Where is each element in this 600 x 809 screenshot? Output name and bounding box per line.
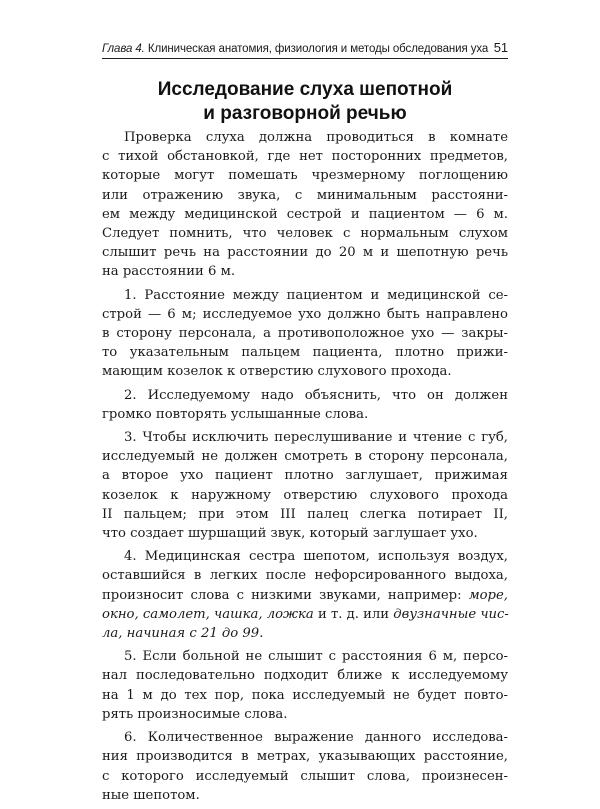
text-run: и т. д. или <box>313 606 394 622</box>
running-head <box>102 40 508 59</box>
text-line: 6. Количественное выражение данного исследова- <box>124 730 508 746</box>
paragraph-intro <box>102 128 508 282</box>
text-line: что создает шуршащий звук, который заглушает ухо. <box>102 526 478 542</box>
text-line: 3. Чтобы исключить переслушивание и чтение с губ, <box>124 430 508 446</box>
example-words: окно, самолет, чашка, ложка <box>102 606 314 622</box>
text-line: слышит речь на расстоянии до 20 м и шепотную речь <box>102 245 508 261</box>
chapter-label: Глава 4. <box>102 43 145 55</box>
example-numbers-range: ла, начиная с 21 до 99 <box>102 626 260 642</box>
text-line: мающим козелок к отверстию слухового прохода. <box>102 364 452 380</box>
text-line <box>102 605 508 624</box>
text-line: 4. Медицинская сестра шепотом, используя воздух, <box>124 549 508 565</box>
text-line: оставшийся в легких после нефорсированного выдоха, <box>102 568 508 584</box>
text-line: а второе ухо пациент плотно заглушает, прижимая <box>102 468 508 484</box>
text-line: 5. Если больной не слышит с расстояния 6 м, персо- <box>124 649 508 665</box>
paragraph-step-2 <box>102 386 508 424</box>
text-line: II пальцем; при этом III палец слегка потирает II, <box>102 506 508 522</box>
example-numbers: двузначные чис- <box>393 606 509 622</box>
paragraph-step-1 <box>102 286 508 382</box>
section-heading <box>102 78 508 126</box>
chapter-title <box>102 43 488 55</box>
text-line: Проверка слуха должна проводиться в комнате <box>124 130 508 145</box>
text-line: рять произносимые слова. <box>102 706 288 722</box>
text-line: в сторону персонала, а противоположное ухо — закры- <box>102 326 508 342</box>
example-word: море, <box>468 587 508 603</box>
paragraph-step-3 <box>102 428 508 543</box>
text-line <box>102 624 508 643</box>
text-line: или отражению звука, с минимальным расстояни- <box>102 187 508 203</box>
section-heading-line-1: Исследование слуха шепотной <box>157 79 453 100</box>
text-line: на 1 м до тех пор, пока исследуемый не будет повто- <box>102 687 508 703</box>
section-heading-line-2: и разговорной речью <box>203 103 407 124</box>
text-line: 1. Расстояние между пациентом и медицинской се- <box>124 287 508 303</box>
text-line: ем между медицинской сестрой и пациентом — 6 м. <box>102 206 508 222</box>
paragraph-step-4 <box>102 547 508 643</box>
body-text <box>102 128 508 809</box>
text-run: произносит слова с низкими звуками, например: <box>102 587 469 603</box>
chapter-name: Клиническая анатомия, физиология и методы обследования уха <box>147 43 489 55</box>
text-line: козелок к наружному отверстию слухового прохода <box>102 487 508 503</box>
text-line: которые могут помешать чрезмерному поглощению <box>102 168 508 184</box>
text-line: строй — 6 м; исследуемое ухо должно быть направлено <box>102 306 508 322</box>
paragraph-step-5 <box>102 647 508 724</box>
text-line: на расстоянии 6 м. <box>102 264 236 280</box>
text-line: исследуемый не должен смотреть в сторону персонала, <box>102 449 508 465</box>
text-line: с которого исследуемый слышит слова, произнесен- <box>102 768 508 784</box>
text-line: ния производится в метрах, указывающих расстояние, <box>102 749 508 765</box>
text-line: громко повторять услышанные слова. <box>102 406 369 422</box>
text-line: то указательным пальцем пациента, плотно прижи- <box>102 345 508 361</box>
text-line: с тихой обстановкой, где нет посторонних предметов, <box>102 149 508 165</box>
text-line: ные шепотом. <box>102 787 200 803</box>
page-number: 51 <box>493 40 508 55</box>
text-run: . <box>259 626 264 642</box>
text-line: Следует помнить, что человек с нормальным слухом <box>102 226 508 242</box>
paragraph-step-6 <box>102 728 508 805</box>
text-line: нал последовательно подходит ближе к исследуемому <box>102 668 508 684</box>
text-line <box>102 586 508 605</box>
text-line: 2. Исследуемому надо объяснить, что он должен <box>124 387 508 403</box>
